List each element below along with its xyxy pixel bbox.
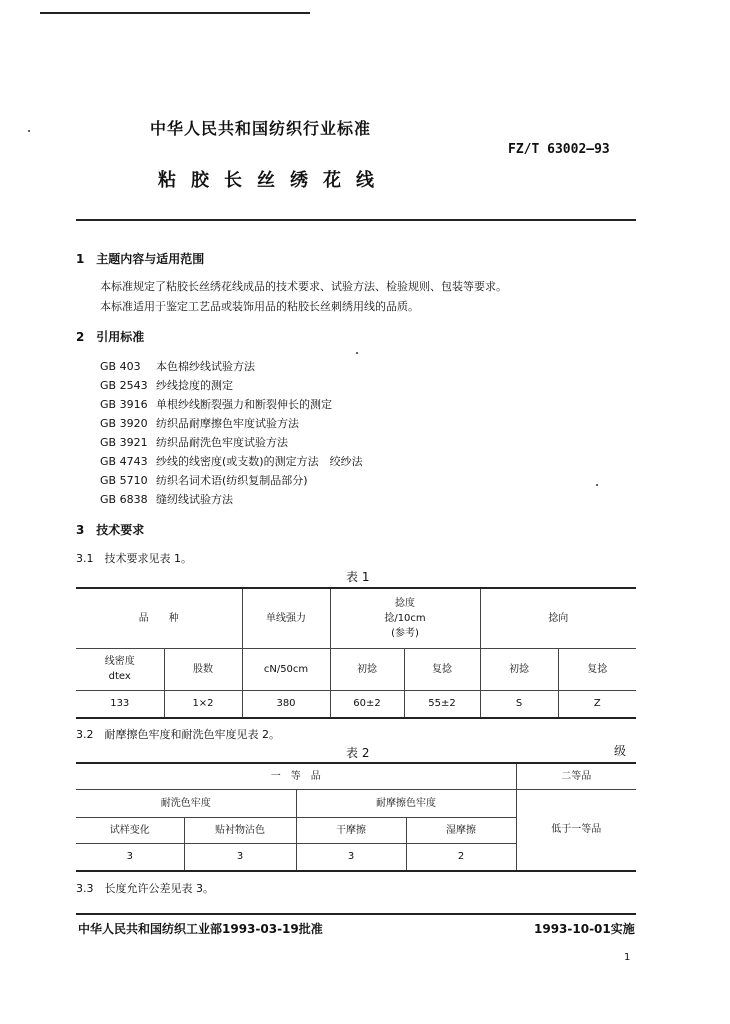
cell-wet: 2 bbox=[406, 843, 516, 871]
cell-density: 133 bbox=[76, 690, 164, 718]
table-2 bbox=[76, 762, 636, 872]
reference-item bbox=[100, 377, 233, 393]
approval-line: 中华人民共和国纺织工业部1993-03-19批准 bbox=[78, 922, 323, 936]
section-1-para-1: 本标准规定了粘胶长丝绣花线成品的技术要求、试验方法、检验规则、包装等要求。 bbox=[100, 280, 507, 293]
reference-name: 缝纫线试验方法 bbox=[156, 493, 233, 506]
clause-3-1: 3.1 技术要求见表 1。 bbox=[76, 552, 192, 565]
reference-code: GB 4743 bbox=[100, 455, 148, 468]
reference-name: 纱线捻度的测定 bbox=[156, 379, 233, 392]
table-2-subheader-stain: 贴衬物沾色 bbox=[184, 817, 296, 843]
table-2-unit: 级 bbox=[614, 744, 627, 758]
table-2-header-wash: 耐洗色牢度 bbox=[76, 789, 296, 817]
reference-code: GB 3921 bbox=[100, 436, 148, 449]
table-1-subheader-plies: 股数 bbox=[164, 648, 242, 690]
cell-first-direction: S bbox=[480, 690, 558, 718]
clause-3-3: 3.3 长度允许公差见表 3。 bbox=[76, 882, 214, 895]
header-rule bbox=[76, 219, 636, 221]
table-2-caption: 表 2 bbox=[346, 746, 370, 760]
section-1-title: 主题内容与适用范围 bbox=[96, 252, 205, 266]
cell-change: 3 bbox=[76, 843, 184, 871]
section-2-heading bbox=[76, 328, 144, 345]
cell-dry: 3 bbox=[296, 843, 406, 871]
section-3-title: 技术要求 bbox=[96, 523, 145, 537]
doc-title: 粘胶长丝绣花线 bbox=[158, 170, 389, 191]
top-rule bbox=[40, 12, 310, 14]
table-2-second-grade-value: 低于一等品 bbox=[516, 789, 636, 871]
reference-code: GB 2543 bbox=[100, 379, 148, 392]
cell-strength: 380 bbox=[242, 690, 330, 718]
reference-code: GB 5710 bbox=[100, 474, 148, 487]
standard-number: FZ/T 63002—93 bbox=[508, 142, 610, 157]
table-2-header-first-grade: 一 等 品 bbox=[76, 763, 516, 789]
reference-name: 单根纱线断裂强力和断裂伸长的测定 bbox=[156, 398, 332, 411]
twist-label: 捻度 bbox=[395, 597, 415, 609]
reference-item bbox=[100, 472, 308, 488]
clause-3-2: 3.2 耐摩擦色牢度和耐洗色牢度见表 2。 bbox=[76, 728, 280, 741]
twist-note: (参考) bbox=[391, 627, 419, 639]
reference-item bbox=[100, 358, 255, 374]
reference-item bbox=[100, 453, 363, 469]
table-1-header-strength: 单线强力 bbox=[242, 588, 330, 648]
cell-ply-direction: Z bbox=[558, 690, 636, 718]
cell-stain: 3 bbox=[184, 843, 296, 871]
section-1-number: 1 bbox=[76, 252, 85, 266]
section-1-para-2: 本标准适用于鉴定工艺品或装饰用品的粘胶长丝刺绣用线的品质。 bbox=[100, 300, 419, 313]
twist-unit: 捻/10cm bbox=[384, 612, 426, 624]
table-2-subheader-change: 试样变化 bbox=[76, 817, 184, 843]
table-1-subheader-strength-unit: cN/50cm bbox=[242, 648, 330, 690]
table-row bbox=[76, 690, 636, 718]
table-2-header-rub: 耐摩擦色牢度 bbox=[296, 789, 516, 817]
section-2-number: 2 bbox=[76, 330, 85, 344]
reference-item bbox=[100, 415, 299, 431]
reference-item bbox=[100, 434, 288, 450]
table-1-header-twist bbox=[330, 588, 480, 648]
reference-name: 纺织品耐摩擦色牢度试验方法 bbox=[156, 417, 299, 430]
page-number: 1 bbox=[624, 952, 631, 963]
reference-item bbox=[100, 396, 332, 412]
reference-name: 纺织名词术语(纺织复制品部分) bbox=[156, 474, 308, 487]
reference-code: GB 6838 bbox=[100, 493, 148, 506]
reference-name: 纺织品耐洗色牢度试验方法 bbox=[156, 436, 288, 449]
org-title: 中华人民共和国纺织行业标准 bbox=[150, 119, 372, 138]
reference-code: GB 3916 bbox=[100, 398, 148, 411]
scan-speck bbox=[596, 484, 598, 486]
table-1-subheader-first-direction: 初捻 bbox=[480, 648, 558, 690]
reference-code: GB 403 bbox=[100, 360, 141, 373]
table-1-header-direction: 捻向 bbox=[480, 588, 636, 648]
reference-code: GB 3920 bbox=[100, 417, 148, 430]
table-1-caption: 表 1 bbox=[346, 570, 370, 584]
table-1-subheader-ply-twist: 复捻 bbox=[404, 648, 480, 690]
section-3-heading bbox=[76, 521, 144, 538]
reference-item bbox=[100, 491, 233, 507]
table-1-subheader-ply-direction: 复捻 bbox=[558, 648, 636, 690]
density-unit: dtex bbox=[108, 671, 131, 682]
cell-ply-twist: 55±2 bbox=[404, 690, 480, 718]
density-label: 线密度 bbox=[104, 656, 135, 667]
cell-plies: 1×2 bbox=[164, 690, 242, 718]
footer-rule bbox=[76, 913, 636, 915]
table-2-header-second-grade: 二等品 bbox=[516, 763, 636, 789]
table-2-subheader-dry: 干摩擦 bbox=[296, 817, 406, 843]
reference-name: 纱线的线密度(或支数)的测定方法 绞纱法 bbox=[156, 455, 363, 468]
table-1 bbox=[76, 587, 636, 719]
table-1-subheader-density bbox=[76, 648, 164, 690]
scan-speck bbox=[356, 352, 358, 354]
reference-name: 本色棉纱线试验方法 bbox=[156, 360, 255, 373]
section-2-title: 引用标准 bbox=[96, 330, 145, 344]
table-1-header-variety: 品 种 bbox=[76, 588, 242, 648]
table-2-subheader-wet: 湿摩擦 bbox=[406, 817, 516, 843]
cell-first-twist: 60±2 bbox=[330, 690, 404, 718]
effective-date: 1993-10-01实施 bbox=[534, 922, 635, 936]
scan-speck bbox=[28, 130, 30, 132]
table-1-subheader-first-twist: 初捻 bbox=[330, 648, 404, 690]
section-3-number: 3 bbox=[76, 523, 85, 537]
section-1-heading bbox=[76, 250, 204, 267]
